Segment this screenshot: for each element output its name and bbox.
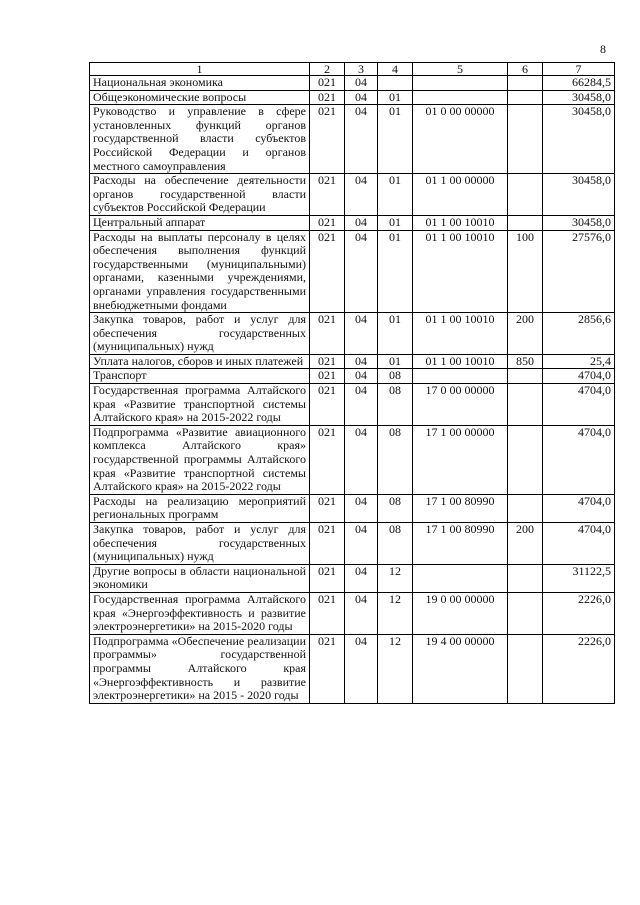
- amount: 4704,0: [543, 494, 615, 522]
- expense-type-code: 850: [508, 354, 543, 369]
- row-name: Государственная программа Алтайского края «Энергоэффективность и развитие электроэнергетики» на 2015-2020 годы: [90, 592, 310, 634]
- expense-type-code: [508, 494, 543, 522]
- target-article-code: 01 1 00 10010: [413, 313, 508, 355]
- section-code: 04: [345, 425, 378, 494]
- column-header-4: 4: [378, 63, 413, 76]
- expense-type-code: 200: [508, 313, 543, 355]
- table-header-row: [90, 63, 615, 76]
- admin-code: 021: [310, 174, 345, 216]
- subsection-code: 12: [378, 564, 413, 592]
- subsection-code: 08: [378, 384, 413, 426]
- admin-code: 021: [310, 523, 345, 565]
- amount: 66284,5: [543, 76, 615, 91]
- admin-code: 021: [310, 76, 345, 91]
- expense-type-code: [508, 634, 543, 703]
- row-name: Подпрограмма «Обеспечение реализации программы» государственной программы Алтайского края «Энергоэффективность и развитие электроэнергетики» на 2015 - 2020 годы: [90, 634, 310, 703]
- target-article-code: 17 0 00 00000: [413, 384, 508, 426]
- subsection-code: 01: [378, 90, 413, 105]
- amount: 30458,0: [543, 105, 615, 174]
- column-header-7: 7: [543, 63, 615, 76]
- amount: 4704,0: [543, 369, 615, 384]
- admin-code: 021: [310, 215, 345, 230]
- admin-code: 021: [310, 425, 345, 494]
- table-row: [90, 369, 615, 384]
- target-article-code: 19 4 00 00000: [413, 634, 508, 703]
- expense-type-code: [508, 76, 543, 91]
- table-row: [90, 354, 615, 369]
- admin-code: 021: [310, 634, 345, 703]
- target-article-code: [413, 90, 508, 105]
- page-number: 8: [600, 42, 606, 56]
- row-name: Государственная программа Алтайского края «Развитие транспортной системы Алтайского края» на 2015-2022 годы: [90, 384, 310, 426]
- table-row: [90, 425, 615, 494]
- expense-type-code: [508, 592, 543, 634]
- row-name: Расходы на обеспечение деятельности органов государственной власти субъектов Российской Федерации: [90, 174, 310, 216]
- row-name: Расходы на выплаты персоналу в целях обеспечения выполнения функций государственными (муниципальными) органами, казенными учреждениями, органами управления государственными внебюджетными фондами: [90, 230, 310, 313]
- admin-code: 021: [310, 564, 345, 592]
- admin-code: 021: [310, 494, 345, 522]
- table-row: [90, 564, 615, 592]
- target-article-code: 17 1 00 80990: [413, 494, 508, 522]
- target-article-code: 01 1 00 10010: [413, 230, 508, 313]
- subsection-code: [378, 76, 413, 91]
- subsection-code: 08: [378, 425, 413, 494]
- target-article-code: 01 1 00 10010: [413, 215, 508, 230]
- table-row: [90, 634, 615, 703]
- subsection-code: 12: [378, 634, 413, 703]
- amount: 2226,0: [543, 634, 615, 703]
- target-article-code: [413, 369, 508, 384]
- admin-code: 021: [310, 354, 345, 369]
- expense-type-code: [508, 384, 543, 426]
- table-row: [90, 592, 615, 634]
- table-row: [90, 215, 615, 230]
- table-row: [90, 90, 615, 105]
- subsection-code: 12: [378, 592, 413, 634]
- table-row: [90, 230, 615, 313]
- subsection-code: 01: [378, 313, 413, 355]
- subsection-code: 08: [378, 369, 413, 384]
- row-name: Транспорт: [90, 369, 310, 384]
- row-name: Расходы на реализацию мероприятий региональных программ: [90, 494, 310, 522]
- table-row: [90, 523, 615, 565]
- subsection-code: 01: [378, 105, 413, 174]
- amount: 30458,0: [543, 215, 615, 230]
- row-name: Закупка товаров, работ и услуг для обеспечения государственных (муниципальных) нужд: [90, 523, 310, 565]
- amount: 30458,0: [543, 90, 615, 105]
- row-name: Руководство и управление в сфере установленных функций органов государственной власти субъектов Российской Федерации и органов местного самоуправления: [90, 105, 310, 174]
- section-code: 04: [345, 230, 378, 313]
- section-code: 04: [345, 76, 378, 91]
- section-code: 04: [345, 592, 378, 634]
- amount: 30458,0: [543, 174, 615, 216]
- table-row: [90, 76, 615, 91]
- section-code: 04: [345, 105, 378, 174]
- amount: 27576,0: [543, 230, 615, 313]
- expense-type-code: [508, 564, 543, 592]
- amount: 4704,0: [543, 523, 615, 565]
- expense-type-code: 200: [508, 523, 543, 565]
- target-article-code: 17 1 00 00000: [413, 425, 508, 494]
- target-article-code: 01 0 00 00000: [413, 105, 508, 174]
- subsection-code: 01: [378, 174, 413, 216]
- subsection-code: 01: [378, 215, 413, 230]
- section-code: 04: [345, 174, 378, 216]
- amount: 4704,0: [543, 384, 615, 426]
- subsection-code: 08: [378, 494, 413, 522]
- column-header-2: 2: [310, 63, 345, 76]
- target-article-code: [413, 564, 508, 592]
- row-name: Центральный аппарат: [90, 215, 310, 230]
- admin-code: 021: [310, 384, 345, 426]
- section-code: 04: [345, 634, 378, 703]
- section-code: 04: [345, 369, 378, 384]
- table-row: [90, 494, 615, 522]
- admin-code: 021: [310, 369, 345, 384]
- row-name: Подпрограмма «Развитие авиационного комплекса Алтайского края» государственной программы Алтайского края «Развитие транспортной системы Алтайского края» на 2015-2022 годы: [90, 425, 310, 494]
- row-name: Общеэкономические вопросы: [90, 90, 310, 105]
- expense-type-code: 100: [508, 230, 543, 313]
- row-name: Национальная экономика: [90, 76, 310, 91]
- subsection-code: 08: [378, 523, 413, 565]
- target-article-code: [413, 76, 508, 91]
- admin-code: 021: [310, 313, 345, 355]
- admin-code: 021: [310, 105, 345, 174]
- amount: 2856,6: [543, 313, 615, 355]
- section-code: 04: [345, 523, 378, 565]
- amount: 25,4: [543, 354, 615, 369]
- expense-type-code: [508, 90, 543, 105]
- subsection-code: 01: [378, 230, 413, 313]
- section-code: 04: [345, 313, 378, 355]
- section-code: 04: [345, 564, 378, 592]
- section-code: 04: [345, 90, 378, 105]
- row-name: Другие вопросы в области национальной экономики: [90, 564, 310, 592]
- table-row: [90, 105, 615, 174]
- table-body: [90, 76, 615, 704]
- column-header-5: 5: [413, 63, 508, 76]
- column-header-1: 1: [90, 63, 310, 76]
- amount: 4704,0: [543, 425, 615, 494]
- amount: 2226,0: [543, 592, 615, 634]
- admin-code: 021: [310, 90, 345, 105]
- section-code: 04: [345, 494, 378, 522]
- table-row: [90, 313, 615, 355]
- admin-code: 021: [310, 230, 345, 313]
- target-article-code: 01 1 00 10010: [413, 354, 508, 369]
- admin-code: 021: [310, 592, 345, 634]
- section-code: 04: [345, 215, 378, 230]
- section-code: 04: [345, 354, 378, 369]
- amount: 31122,5: [543, 564, 615, 592]
- budget-table: [89, 62, 615, 704]
- subsection-code: 01: [378, 354, 413, 369]
- expense-type-code: [508, 369, 543, 384]
- target-article-code: 19 0 00 00000: [413, 592, 508, 634]
- column-header-6: 6: [508, 63, 543, 76]
- table-row: [90, 384, 615, 426]
- target-article-code: 17 1 00 80990: [413, 523, 508, 565]
- expense-type-code: [508, 425, 543, 494]
- expense-type-code: [508, 105, 543, 174]
- row-name: Уплата налогов, сборов и иных платежей: [90, 354, 310, 369]
- target-article-code: 01 1 00 00000: [413, 174, 508, 216]
- expense-type-code: [508, 174, 543, 216]
- expense-type-code: [508, 215, 543, 230]
- column-header-3: 3: [345, 63, 378, 76]
- section-code: 04: [345, 384, 378, 426]
- row-name: Закупка товаров, работ и услуг для обеспечения государственных (муниципальных) нужд: [90, 313, 310, 355]
- table-row: [90, 174, 615, 216]
